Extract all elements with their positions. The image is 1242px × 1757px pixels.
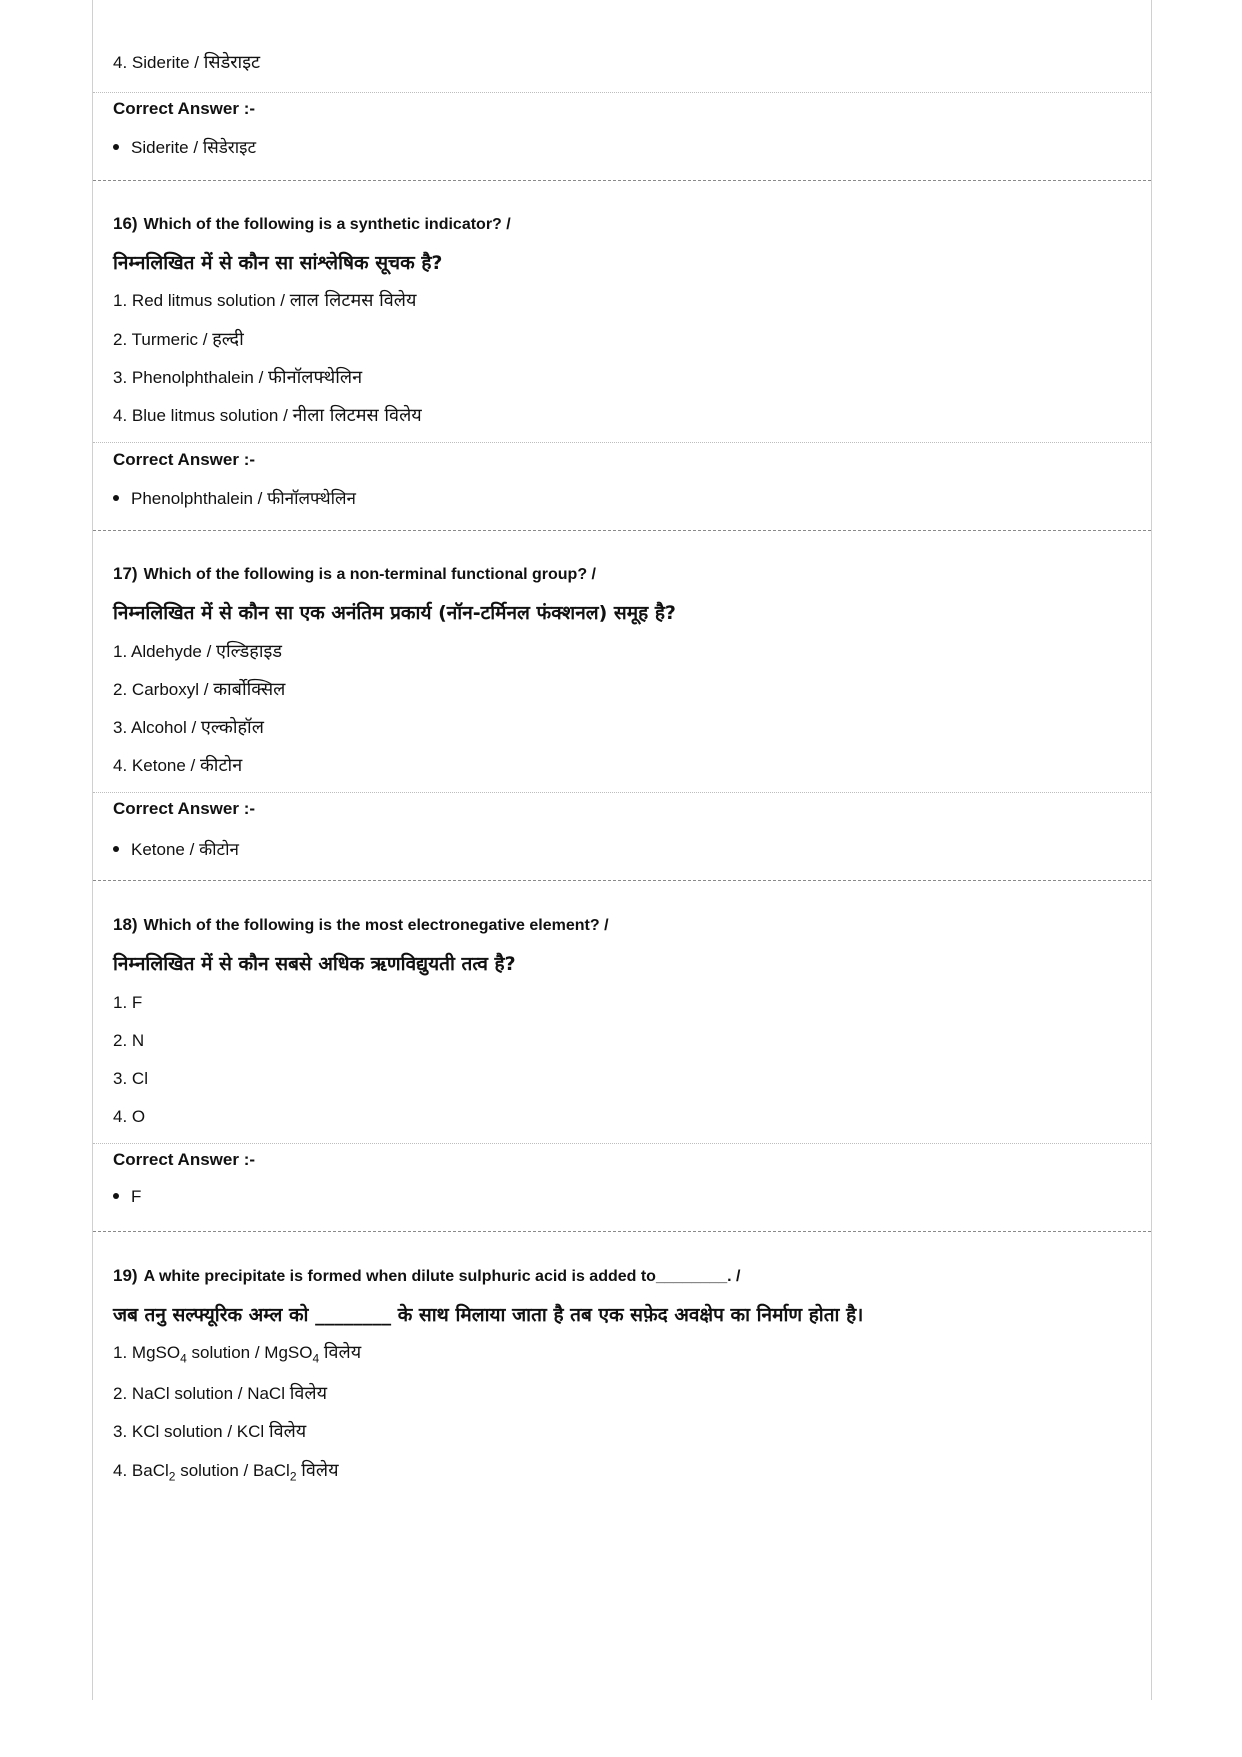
question-text-en: A white precipitate is formed when dilute sulphuric acid is added to________. / (143, 1268, 741, 1285)
q15-option-4 (113, 52, 260, 74)
option-number: 1. (113, 993, 128, 1012)
separator: / (184, 840, 200, 859)
option-number: 2. (113, 1384, 128, 1403)
document-page (92, 0, 1152, 1700)
question-text-en: Which of the following is the most electronegative element? / (143, 917, 609, 934)
option-number: 4. (113, 406, 128, 425)
separator: / (188, 138, 203, 157)
q18-option-1 (113, 992, 142, 1014)
option-number: 1. (113, 642, 128, 661)
separator: / (201, 642, 217, 661)
separator: / (185, 756, 200, 775)
question-number: 17) (113, 564, 138, 583)
q16-option-1 (113, 290, 416, 312)
correct-answer (113, 135, 256, 158)
correct-answer-label: Correct Answer :- (113, 1150, 256, 1169)
option-text-en: Siderite (131, 53, 190, 72)
option-text-en: N (131, 1031, 145, 1050)
bullet-icon (113, 846, 119, 852)
answer-hi: सिडेराइट (202, 138, 257, 157)
q19-option-3 (113, 1421, 306, 1443)
divider (93, 1143, 1151, 1144)
option-text-en: Carboxyl (131, 680, 200, 699)
option-text-en: O (131, 1107, 146, 1126)
option-number: 1. (113, 1343, 128, 1362)
separator: / (253, 368, 269, 387)
option-number: 4. (113, 1107, 128, 1126)
question-17-title (113, 564, 596, 584)
bullet-icon (113, 495, 119, 501)
q18-option-4 (113, 1106, 145, 1128)
correct-answer (113, 486, 356, 509)
subscript: 4 (312, 1351, 320, 1366)
question-number: 18) (113, 915, 138, 934)
question-16-title (113, 214, 511, 234)
q19-option-2 (113, 1383, 327, 1405)
option-text-hi: कीटोन (199, 755, 243, 776)
question-19-hindi: जब तनु सल्फ्यूरिक अम्ल को ________ के साथ मिलाया जाता है तब एक सफ़ेद अवक्षेप का निर्माण होता है। (113, 1304, 864, 1326)
option-text-hi: विलेय (323, 1342, 362, 1363)
q16-option-4 (113, 405, 422, 427)
option-text-en: Phenolphthalein (131, 368, 254, 387)
option-text-en: Red litmus solution (131, 291, 276, 310)
q16-option-2 (113, 329, 244, 351)
question-text-en: Which of the following is a non-terminal functional group? / (143, 566, 596, 583)
separator: / (198, 330, 213, 349)
option-text-hi: लाल लिटमस विलेय (289, 290, 417, 311)
q17-option-4 (113, 755, 242, 777)
bullet-icon (113, 1193, 119, 1199)
option-text-hi: विलेय (301, 1460, 339, 1481)
divider (93, 442, 1151, 443)
subscript: 2 (168, 1469, 176, 1484)
question-number: 16) (113, 214, 138, 233)
option-number: 2. (113, 680, 128, 699)
answer-en: F (131, 1187, 142, 1206)
option-text-hi: विलेय (268, 1421, 307, 1442)
subscript: 4 (180, 1351, 187, 1366)
option-text-en: Cl (131, 1069, 148, 1088)
q19-option-4 (113, 1460, 339, 1487)
bullet-icon (113, 144, 119, 150)
q18-option-2 (113, 1030, 144, 1052)
option-number: 3. (113, 1422, 128, 1441)
correct-answer (113, 837, 239, 860)
correct-answer-label: Correct Answer :- (113, 99, 256, 118)
option-text-hi: फीनॉलफ्थेलिन (268, 367, 363, 388)
divider (93, 792, 1151, 793)
question-18-title (113, 915, 609, 935)
option-number: 4. (113, 756, 128, 775)
correct-answer (113, 1187, 141, 1207)
option-text-en: Aldehyde (130, 642, 202, 661)
question-16-hindi: निम्नलिखित में से कौन सा सांश्लेषिक सूचक है? (113, 252, 443, 274)
option-text-en: solution / MgSO (186, 1343, 313, 1362)
option-text-hi: सिडेराइट (203, 52, 261, 73)
formula: BaCl (131, 1461, 169, 1480)
q17-option-3 (113, 717, 264, 739)
q16-option-3 (113, 367, 362, 389)
answer-en: Ketone (131, 840, 185, 859)
formula: MgSO (131, 1343, 181, 1362)
option-number: 3. (113, 1069, 128, 1088)
option-number: 2. (113, 1031, 128, 1050)
correct-answer-label: Correct Answer :- (113, 799, 256, 818)
question-separator (93, 530, 1151, 531)
option-number: 3. (113, 718, 128, 737)
option-text-hi: नीला लिटमस विलेय (292, 405, 422, 426)
option-number: 4. (113, 53, 128, 72)
option-text-hi: कार्बोक्सिल (213, 679, 286, 700)
option-text-hi: विलेय (289, 1383, 328, 1404)
question-17-hindi: निम्नलिखित में से कौन सा एक अनंतिम प्रकार्य (नॉन-टर्मिनल फंक्शनल) समूह है? (113, 602, 676, 624)
option-number: 1. (113, 291, 128, 310)
separator: / (275, 291, 290, 310)
divider (93, 92, 1151, 93)
option-text-en: Ketone (131, 756, 186, 775)
option-text-hi: हल्दी (212, 329, 244, 350)
option-number: 4. (113, 1461, 128, 1480)
answer-en: Siderite (131, 138, 189, 157)
question-18-hindi: निम्नलिखित में से कौन सबसे अधिक ऋणविद्युयती तत्व है? (113, 953, 516, 975)
option-text-en: Blue litmus solution (131, 406, 279, 425)
question-separator (93, 1231, 1151, 1232)
option-text-en: Turmeric (131, 330, 199, 349)
option-text-hi: एल्डिहाइड (216, 641, 282, 662)
q18-option-3 (113, 1068, 148, 1090)
separator: / (189, 53, 204, 72)
answer-en: Phenolphthalein (131, 489, 253, 508)
subscript: 2 (289, 1469, 297, 1484)
separator: / (252, 489, 268, 508)
question-19-title (113, 1266, 740, 1286)
q17-option-2 (113, 679, 285, 701)
option-number: 2. (113, 330, 128, 349)
option-text-en: KCl solution / KCl (131, 1422, 265, 1441)
answer-hi: फीनॉलफ्थेलिन (267, 489, 356, 508)
question-separator (93, 180, 1151, 181)
option-text-en: NaCl solution / NaCl (131, 1384, 285, 1403)
question-separator (93, 880, 1151, 881)
answer-hi: कीटोन (199, 840, 239, 859)
option-text-en: Alcohol (130, 718, 187, 737)
question-text-en: Which of the following is a synthetic indicator? / (143, 216, 511, 233)
correct-answer-label: Correct Answer :- (113, 450, 256, 469)
option-text-en: solution / BaCl (175, 1461, 290, 1480)
q19-option-1 (113, 1342, 361, 1369)
option-number: 3. (113, 368, 128, 387)
separator: / (278, 406, 293, 425)
question-number: 19) (113, 1266, 138, 1285)
option-text-hi: एल्कोहॉल (200, 717, 264, 738)
option-text-en: F (131, 993, 143, 1012)
separator: / (186, 718, 201, 737)
separator: / (199, 680, 214, 699)
q17-option-1 (113, 641, 282, 663)
